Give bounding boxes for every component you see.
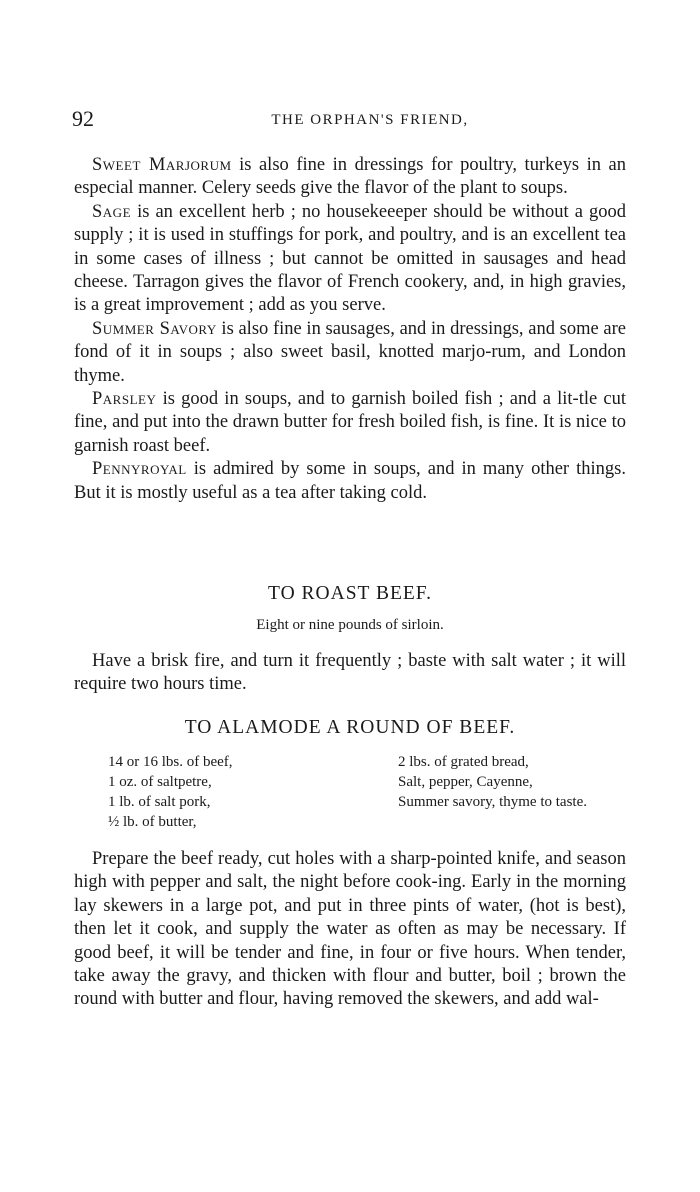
herb-text: is admired by some in soups, and in many other things. But it is mostly useful as a tea after taking cold. bbox=[74, 459, 626, 503]
ingredient-item: ½ lb. of butter, bbox=[108, 814, 197, 830]
ingredient-item: Salt, pepper, Cayenne, bbox=[398, 774, 533, 790]
herb-paragraph bbox=[74, 458, 626, 505]
running-head: THE ORPHAN'S FRIEND, bbox=[271, 112, 469, 128]
herb-term: Parsley bbox=[92, 389, 157, 410]
ingredient-item: 1 oz. of saltpetre, bbox=[108, 774, 212, 790]
herb-paragraph bbox=[74, 201, 626, 318]
herb-text: is an excellent herb ; no housekeeeper should be without a good supply ; it is used in stuffings for pork, and poultry, and is an excellent tea in some cases of illness ; but cannot be omitted in sausages and head cheese. Tarragon gives the flavor of French cookery, and, in high gravies, is a great improvement ; add as you serve. bbox=[74, 201, 626, 316]
herb-text: is also fine in sausages, and in dressings, and some are fond of it in soups ; also sweet basil, knotted marjo-rum, and London thyme. bbox=[74, 318, 626, 386]
ingredient-column-left bbox=[108, 752, 368, 832]
alamode-heading: TO ALAMODE A ROUND OF BEEF. bbox=[184, 717, 516, 738]
roast-beef-subheading: Eight or nine pounds of sirloin. bbox=[256, 617, 444, 633]
ingredient-column-right bbox=[398, 752, 638, 812]
herb-paragraph bbox=[74, 388, 626, 458]
ingredient-item: 14 or 16 lbs. of beef, bbox=[108, 754, 233, 770]
alamode-body bbox=[74, 848, 626, 1012]
ingredient-item: 2 lbs. of grated bread, bbox=[398, 754, 529, 770]
herb-term: Sage bbox=[92, 201, 132, 222]
herb-term: Summer Savory bbox=[92, 318, 217, 339]
page-number: 92 bbox=[72, 106, 94, 131]
herb-paragraph bbox=[74, 318, 626, 388]
herb-term: Pennyroyal bbox=[92, 459, 187, 480]
ingredient-item: Summer savory, thyme to taste. bbox=[398, 794, 587, 810]
roast-beef-paragraph: Have a brisk fire, and turn it frequently ; baste with salt water ; it will require two hours time. bbox=[74, 651, 626, 695]
herbs-section bbox=[74, 154, 626, 505]
herb-text: is good in soups, and to garnish boiled fish ; and a lit-tle cut fine, and put into the drawn butter for fresh boiled fish, is fine. It is nice to garnish roast beef. bbox=[74, 389, 626, 456]
alamode-paragraph: Prepare the beef ready, cut holes with a sharp-pointed knife, and season high with pepper and salt, the night before cook-ing. Early in the morning lay skewers in a large pot, and put in three pints of water, (hot is best), then let it cook, and supply the water as often as may be necessary. If good beef, it will be tender and fine, in four or five hours. When tender, take away the gravy, and thicken with flour and butter, boil ; brown the round with butter and flour, having removed the skewers, and add wal- bbox=[74, 849, 626, 1010]
roast-beef-heading: TO ROAST BEEF. bbox=[268, 583, 432, 604]
ingredient-item: 1 lb. of salt pork, bbox=[108, 794, 211, 810]
roast-beef-body bbox=[74, 650, 626, 697]
herb-text: is also fine in dressings for poultry, turkeys in an especial manner. Celery seeds give the flavor of the plant to soups. bbox=[74, 155, 626, 199]
herb-paragraph bbox=[74, 154, 626, 201]
herb-term: Sweet Marjorum bbox=[92, 155, 232, 175]
